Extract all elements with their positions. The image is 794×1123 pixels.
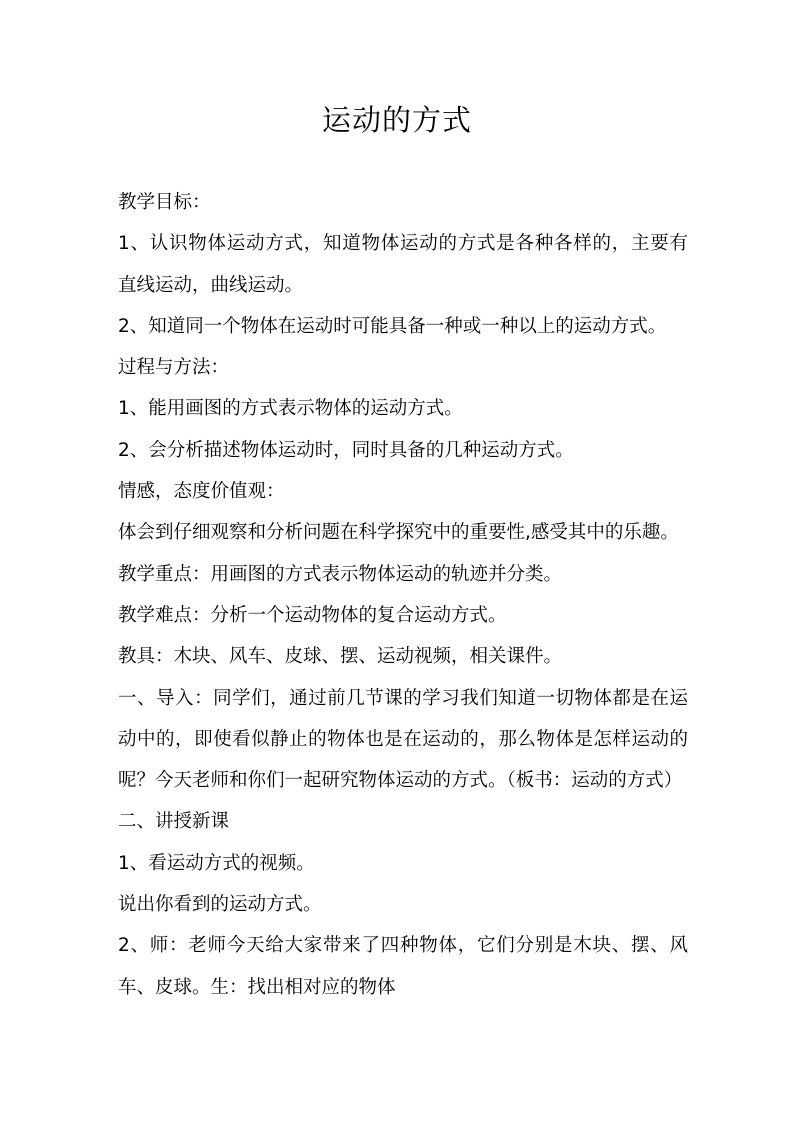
teaching-aids-line: 教具：木块、风车、皮球、摆、运动视频，相关课件。	[118, 646, 563, 668]
paragraph-line: 2、知道同一个物体在运动时可能具备一种或一种以上的运动方式。	[118, 315, 667, 337]
document-title: 运动的方式	[321, 103, 472, 137]
paragraph-line: 一、导入：同学们，通过前几节课的学习我们知道一切物体都是在运	[118, 687, 688, 709]
paragraph-line: 1、看运动方式的视频。	[118, 852, 315, 874]
paragraph-line: 直线运动，曲线运动。	[118, 274, 304, 296]
difficulty-line: 教学难点：分析一个运动物体的复合运动方式。	[118, 604, 507, 626]
section-heading-process: 过程与方法：	[118, 357, 230, 379]
section-heading-objectives: 教学目标：	[118, 192, 211, 213]
paragraph-line: 2、会分析描述物体运动时，同时具备的几种运动方式。	[118, 439, 574, 461]
paragraph-line: 2、师：老师今天给大家带来了四种物体，它们分别是木块、摆、风	[118, 935, 688, 957]
section-heading-new-lesson: 二、讲授新课	[118, 811, 230, 833]
document-body	[118, 182, 688, 1008]
paragraph-line: 车、皮球。生：找出相对应的物体	[118, 976, 396, 998]
paragraph-line: 说出你看到的运动方式。	[118, 894, 322, 916]
paragraph-line: 1、认识物体运动方式，知道物体运动的方式是各种各样的，主要有	[118, 233, 688, 255]
paragraph-line: 体会到仔细观察和分析问题在科学探究中的重要性,感受其中的乐趣。	[118, 522, 679, 544]
paragraph-line: 动中的，即使看似静止的物体也是在运动的，那么物体是怎样运动的	[118, 728, 688, 750]
key-point-line: 教学重点：用画图的方式表示物体运动的轨迹并分类。	[118, 563, 563, 585]
paragraph-line: 1、能用画图的方式表示物体的运动方式。	[118, 398, 463, 420]
section-heading-attitude: 情感，态度价值观：	[118, 481, 285, 503]
paragraph-line: 呢？今天老师和你们一起研究物体运动的方式。（板书：运动的方式）	[118, 770, 683, 792]
